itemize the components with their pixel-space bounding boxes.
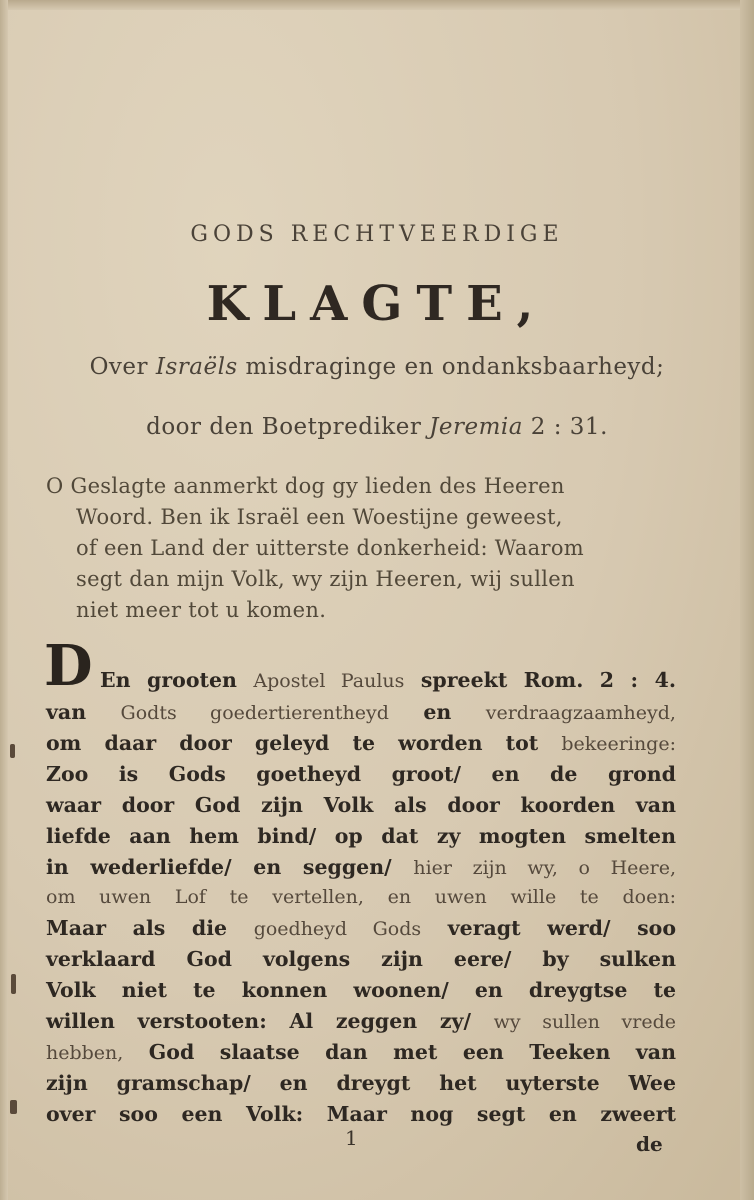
body-line: hebben, God slaatse dan met een Teeken van: [46, 1040, 676, 1064]
body-line: Zoo is Gods goetheyd groot/ en de grond: [46, 762, 676, 786]
margin-mark: [11, 974, 16, 994]
body-line: Volk niet te konnen woonen/ en dreygtse te: [46, 978, 676, 1002]
body-line: over soo een Volk: Maar nog segt en zweert: [46, 1102, 676, 1126]
body-line: willen verstooten: Al zeggen zy/ wy sullen vrede: [46, 1009, 676, 1033]
page-number: 1: [345, 1126, 358, 1150]
verse-line: Woord. Ben ik Israël een Woestijne geweest,: [76, 505, 563, 529]
verse-line: segt dan mijn Volk, wy zijn Heeren, wij sullen: [76, 567, 575, 591]
body-line: van Godts goedertierentheyd en verdraagzaamheyd,: [46, 700, 676, 724]
page-top-edge: [0, 0, 754, 10]
body-line: in wederliefde/ en seggen/ hier zijn wy, o Heere,: [46, 855, 676, 879]
body-line: En grooten Apostel Paulus spreekt Rom. 2 : 4.: [100, 668, 677, 692]
catchword: de: [636, 1132, 663, 1156]
body-line: om daar door geleyd te worden tot bekeeringe:: [46, 731, 676, 755]
page-right-edge: [740, 0, 754, 1200]
margin-mark: [10, 1100, 17, 1114]
verse-line: of een Land der uitterste donkerheid: Waarom: [76, 536, 585, 560]
body-line: Maar als die goedheyd Gods veragt werd/ soo: [46, 916, 677, 940]
body-line: liefde aan hem bind/ op dat zy mogten smelten: [46, 824, 676, 848]
body-line: zijn gramschap/ en dreygt het uyterste Wee: [46, 1071, 676, 1095]
subtitle-line-2: door den Boetprediker Jeremia 2 : 31.: [146, 414, 608, 440]
page-left-edge: [0, 0, 8, 1200]
body-line: om uwen Lof te vertellen, en uwen wille te doen:: [46, 886, 676, 908]
margin-mark: [10, 744, 15, 758]
subtitle-line-1: Over Israëls misdraginge en ondanksbaarheyd;: [89, 354, 665, 380]
body-line: verklaard God volgens zijn eere/ by sulken: [46, 947, 676, 971]
verse-line: O Geslagte aanmerkt dog gy lieden des Heeren: [46, 474, 565, 498]
body-line: waar door God zijn Volk als door koorden van: [46, 793, 676, 817]
verse-line: niet meer tot u komen.: [76, 598, 327, 622]
pretitle: GODS RECHTVEERDIGE: [190, 222, 564, 247]
drop-cap: D: [44, 633, 93, 699]
main-title: KLAGTE,: [206, 276, 548, 332]
